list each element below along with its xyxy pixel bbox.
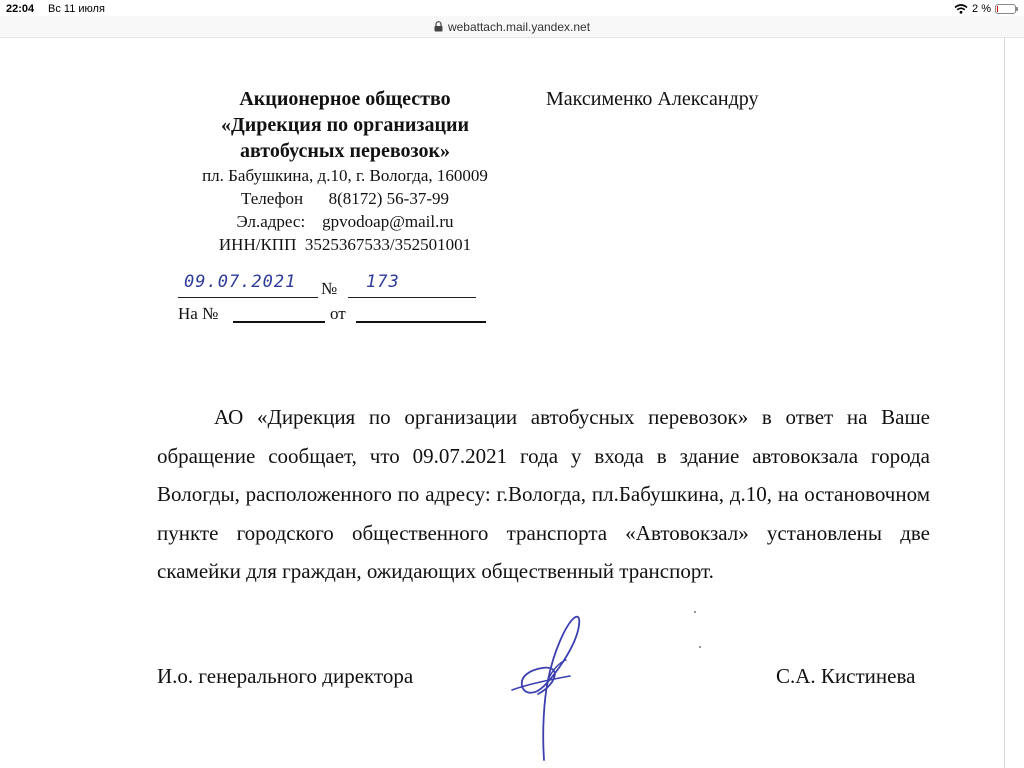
letter-body: АО «Дирекция по организации автобусных перевозок» в ответ на Ваше обращение сообщает, что 09.07.2021 года у входа в здание автовокзала города Вологды, расположенного по адресу: г.Вологда, пл.Бабушкина, д.10, на остановочном пункте городского общественного транспорта «Автовокзал» установлены две скамейки для граждан, ожидающих общественный транспорт. bbox=[157, 405, 930, 583]
inn-value: 3525367533/352501001 bbox=[304, 235, 472, 254]
org-email-line bbox=[160, 210, 530, 233]
letterhead bbox=[160, 86, 530, 256]
scan-speck bbox=[699, 646, 701, 648]
org-name-line3: автобусных перевозок» bbox=[239, 140, 450, 162]
org-name-line2: «Дирекция по организации bbox=[220, 114, 470, 136]
url-bar[interactable] bbox=[0, 16, 1024, 38]
battery-icon bbox=[995, 4, 1016, 14]
date-underline bbox=[178, 297, 318, 298]
email-label: Эл.адрес: bbox=[236, 212, 306, 231]
phone-value: 8(8172) 56-37-99 bbox=[328, 189, 450, 208]
number-underline bbox=[348, 297, 476, 298]
reply-from-label: от bbox=[330, 304, 346, 323]
recipient-name: Максименко Александру bbox=[546, 88, 759, 110]
page-edge bbox=[1004, 38, 1005, 768]
signer-name: С.А. Кистинева bbox=[776, 664, 916, 688]
handwritten-signature bbox=[508, 610, 596, 762]
number-sign: № bbox=[321, 279, 338, 298]
reply-date-blank bbox=[356, 321, 486, 323]
status-time: 22:04 bbox=[6, 3, 35, 15]
signer-title: И.о. генерального директора bbox=[157, 664, 414, 688]
email-value: gpvodoap@mail.ru bbox=[322, 212, 454, 231]
reply-number-label: На № bbox=[178, 304, 219, 323]
wifi-icon bbox=[954, 4, 968, 14]
outgoing-date: 09.07.2021 bbox=[184, 272, 297, 292]
org-phone-line bbox=[160, 187, 530, 210]
status-indicators bbox=[954, 3, 1016, 15]
org-inn-line bbox=[160, 233, 530, 256]
scan-speck bbox=[694, 611, 696, 613]
inn-label: ИНН/КПП bbox=[218, 235, 297, 254]
status-date: Вс 11 июля bbox=[48, 3, 105, 15]
org-address: пл. Бабушкина, д.10, г. Вологда, 160009 bbox=[202, 166, 488, 185]
lock-icon bbox=[434, 21, 443, 32]
url-domain[interactable]: webattach.mail.yandex.net bbox=[447, 19, 591, 34]
outgoing-reference bbox=[178, 272, 488, 302]
battery-percent: 2 % bbox=[972, 3, 991, 15]
reply-number-blank bbox=[233, 321, 325, 323]
reply-reference bbox=[178, 304, 498, 328]
org-name-line1: Акционерное общество bbox=[239, 88, 451, 110]
phone-label: Телефон bbox=[240, 189, 304, 208]
outgoing-number: 173 bbox=[366, 272, 400, 292]
